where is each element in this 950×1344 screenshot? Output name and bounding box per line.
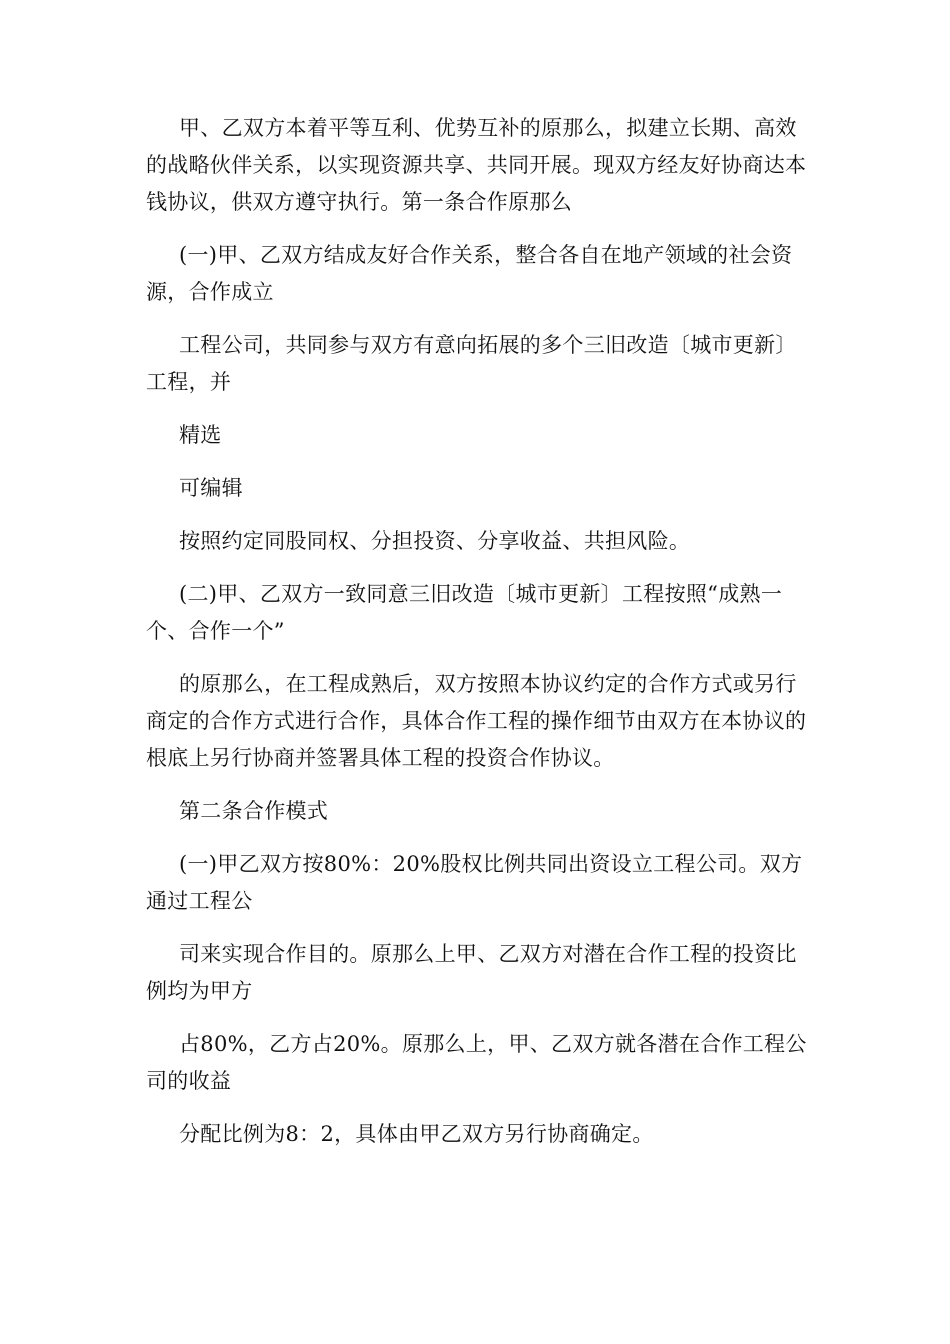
paragraph-principle-1: (一)甲、乙双方结成友好合作关系，整合各自在地产领域的社会资源，合作成立: [146, 243, 793, 304]
section-heading-cooperation-mode: 第二条合作模式: [179, 799, 329, 823]
paragraph-shares: 按照约定同股同权、分担投资、分享收益、共担风险。: [179, 529, 691, 553]
paragraph-intro: 甲、乙双方本着平等互利、优势互补的原那么，拟建立长期、高效的战略伙伴关系，以实现资源共享、共同开展。现双方经友好协商达本钱协议，供双方遵守执行。第一条合作原那么: [146, 116, 807, 214]
paragraph-distribution: 分配比例为8：2，具体由甲乙双方另行协商确定。: [179, 1122, 654, 1146]
paragraph-editable-label: 可编辑: [179, 476, 243, 500]
paragraph-purpose: 司来实现合作目的。原那么上甲、乙双方对潜在合作工程的投资比例均为甲方: [146, 942, 797, 1003]
document-body: [146, 110, 811, 1169]
paragraph-cooperation-method: 的原那么，在工程成熟后，双方按照本协议约定的合作方式或另行商定的合作方式进行合作，具体合作工程的操作细节由双方在本协议的根底上另行协商并签署具体工程的投资合作协议。: [146, 672, 807, 770]
paragraph-project-company: 工程公司，共同参与双方有意向拓展的多个三旧改造〔城市更新〕工程，并: [146, 333, 797, 394]
paragraph-principle-2: (二)甲、乙双方一致同意三旧改造〔城市更新〕工程按照“成熟一个、合作一个”: [146, 582, 783, 643]
paragraph-selected-label: 精选: [179, 423, 222, 447]
paragraph-revenue: 占80%，乙方占20%。原那么上，甲、乙双方就各潜在合作工程公司的收益: [146, 1032, 807, 1093]
paragraph-equity-ratio: (一)甲乙双方按80%：20%股权比例共同出资设立工程公司。双方通过工程公: [146, 852, 803, 913]
